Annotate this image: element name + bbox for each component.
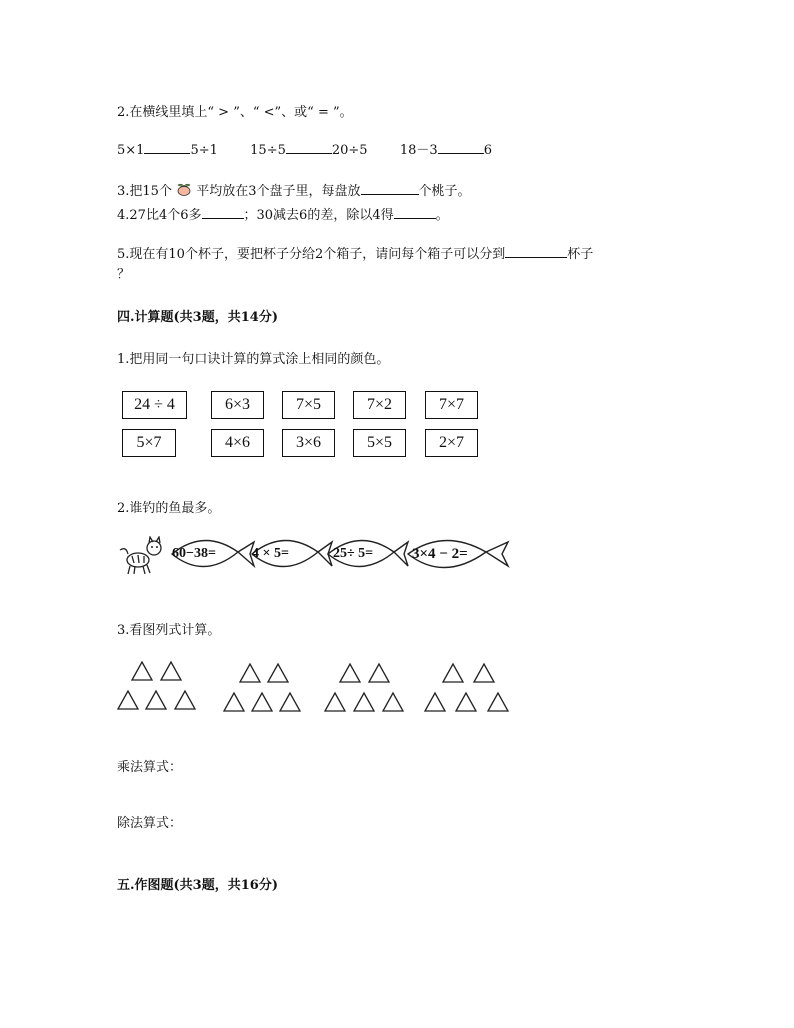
- triangle-icon: [369, 664, 389, 682]
- fish-tail: [394, 542, 408, 566]
- sec4-q3-title: 3.看图列式计算。: [117, 623, 221, 638]
- expr-box[interactable]: 5×7: [122, 429, 176, 457]
- q5-end: 杯子: [567, 247, 594, 262]
- q4-pre: 4.27比4个6多: [117, 208, 202, 223]
- section-4-heading: 四.计算题(共3题，共14分): [117, 310, 278, 325]
- triangle-icon: [252, 693, 272, 711]
- expr-2a: 15÷5: [250, 143, 286, 158]
- triangle-icon: [240, 664, 260, 682]
- fish-tail: [318, 542, 332, 566]
- triangle-icon: [474, 664, 494, 682]
- fish-expr-3: 25÷ 5=: [333, 546, 374, 561]
- expr-box[interactable]: 6×3: [211, 391, 264, 419]
- triangle-icon: [268, 664, 288, 682]
- expr-3b: 6: [483, 143, 492, 158]
- q5-line1: [117, 243, 593, 262]
- expr-1a: 5×1: [117, 143, 145, 158]
- expr-box[interactable]: 24 ÷ 4: [122, 391, 187, 419]
- q3-end: 个桃子。: [418, 184, 471, 199]
- triangle-icon: [161, 662, 181, 680]
- expr-2b: 20÷5: [331, 143, 368, 158]
- triangle-icon: [325, 693, 345, 711]
- q5-line2: ？: [117, 267, 131, 282]
- expr-1b: 5÷1: [190, 143, 218, 158]
- expr-box[interactable]: 7×7: [425, 391, 478, 419]
- expr-box[interactable]: 7×2: [353, 391, 406, 419]
- triangle-icon: [280, 693, 300, 711]
- answer-blank[interactable]: [438, 141, 484, 154]
- cat-icon: [118, 536, 166, 576]
- sec4-q1-title: 1.把用同一句口诀计算的算式涂上相同的颜色。: [117, 352, 390, 367]
- fish-expr-1: 60−38=: [172, 546, 216, 561]
- section-5-heading: 五.作图题(共3题，共16分): [117, 878, 278, 893]
- answer-blank[interactable]: [144, 141, 190, 154]
- q4-end: 。: [435, 208, 449, 223]
- peach-icon: [176, 182, 192, 196]
- fish-tail: [486, 542, 508, 566]
- expr-box[interactable]: 3×6: [282, 429, 335, 457]
- q5-text: 5.现在有10个杯子，要把杯子分给2个箱子，请问每个箱子可以分到: [117, 247, 506, 262]
- sec4-q2-title: 2.谁钓的鱼最多。: [117, 501, 221, 516]
- triangle-icon: [425, 693, 445, 711]
- triangle-icon: [224, 693, 244, 711]
- expr-box[interactable]: 2×7: [425, 429, 478, 457]
- triangle-icon: [146, 691, 166, 709]
- q4-line: [117, 204, 449, 223]
- q3-line: [117, 180, 471, 199]
- answer-blank[interactable]: [202, 206, 244, 219]
- division-label: 除法算式：: [117, 816, 183, 831]
- expr-3a: 18－3: [399, 143, 438, 158]
- expr-box[interactable]: 7×5: [282, 391, 335, 419]
- answer-blank[interactable]: [361, 182, 419, 195]
- q3-pre: 3.把15个: [117, 184, 172, 199]
- triangle-icon: [383, 693, 403, 711]
- fish-expr-4: 3×4 − 2=: [412, 546, 468, 562]
- q2-title: 2.在横线里填上“ > ”、“ <”、或“ = ”。: [117, 105, 353, 120]
- multiplication-label: 乘法算式：: [117, 760, 183, 775]
- triangle-icon: [175, 691, 195, 709]
- triangle-groups: [115, 658, 525, 714]
- q3-post: 平均放在3个盘子里，每盘放: [196, 184, 361, 199]
- answer-blank[interactable]: [286, 141, 332, 154]
- fish-expr-2: 4 × 5=: [252, 546, 289, 561]
- triangle-icon: [118, 691, 138, 709]
- expr-box[interactable]: 4×6: [211, 429, 264, 457]
- triangle-icon: [488, 693, 508, 711]
- answer-blank[interactable]: [394, 206, 436, 219]
- triangle-icon: [354, 693, 374, 711]
- triangle-icon: [132, 662, 152, 680]
- triangle-icon: [443, 664, 463, 682]
- answer-blank[interactable]: [505, 245, 567, 258]
- triangle-icon: [340, 664, 360, 682]
- triangle-icon: [456, 693, 476, 711]
- expr-box[interactable]: 5×5: [353, 429, 406, 457]
- q2-expressions: [117, 139, 492, 158]
- q4-mid: ；30减去6的差，除以4得: [243, 208, 394, 223]
